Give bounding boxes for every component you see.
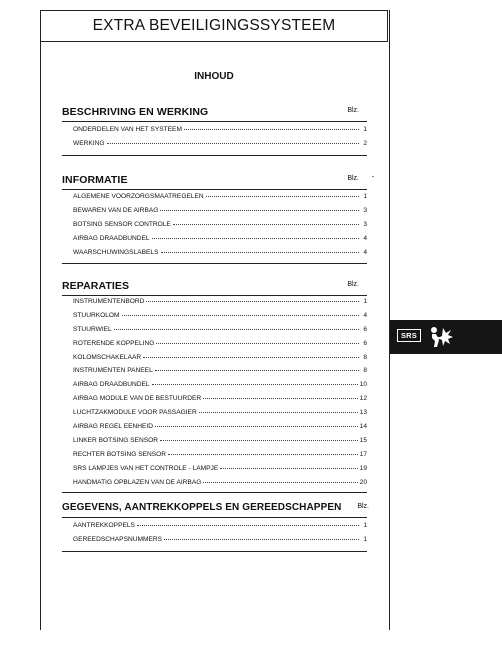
entry-page: 12 — [359, 395, 367, 403]
dot-leader — [184, 129, 359, 130]
entry-page: 14 — [359, 423, 367, 431]
airbag-icon — [426, 324, 454, 350]
toc-entry[interactable] — [73, 367, 367, 381]
entry-label: AIRBAG DRAADBUNDEL — [73, 234, 150, 242]
toc-entry[interactable] — [73, 207, 367, 221]
toc-entry[interactable] — [73, 126, 367, 140]
entry-page: 3 — [363, 220, 367, 228]
dot-leader — [155, 426, 358, 427]
toc-entry[interactable] — [73, 326, 367, 340]
entry-label: ALGEMENE VOORZORGSMAATREGELEN — [73, 193, 204, 200]
entry-page: 10 — [359, 381, 367, 389]
entry-page: 15 — [359, 436, 367, 444]
entry-label: ROTERENDE KOPPELING — [73, 339, 155, 347]
entry-page: 8 — [363, 353, 367, 361]
section-information — [62, 174, 367, 264]
section-header — [62, 280, 367, 294]
toc-entry[interactable] — [73, 479, 367, 493]
dot-leader — [155, 370, 359, 371]
toc-entry[interactable] — [73, 249, 367, 263]
section-rule — [62, 155, 367, 156]
section-title: GEGEVENS, AANTREKKOPPELS EN GEREEDSCHAPPEN — [62, 502, 342, 513]
entry-label: WAARSCHUWINGSLABELS — [73, 248, 159, 256]
toc-entry[interactable] — [73, 140, 367, 154]
dot-leader — [160, 210, 359, 211]
section-title: REPARATIES — [62, 280, 130, 292]
entry-label: INSTRUMENTEN PANEEL — [73, 367, 153, 375]
entry-label: AANTREKKOPPELS — [73, 522, 135, 529]
entry-label: ONDERDELEN VAN HET SYSTEEM — [73, 126, 182, 133]
entry-page: 1 — [363, 298, 367, 305]
dot-leader — [203, 482, 357, 483]
dot-leader — [160, 440, 358, 441]
entry-label: GEREEDSCHAPSNUMMERS — [73, 535, 163, 543]
entry-page: 1 — [363, 535, 367, 543]
entry-page: 1 — [363, 126, 367, 133]
entry-label: KOLOMSCHAKELAAR — [73, 353, 142, 361]
srs-badge: SRS — [397, 329, 421, 342]
toc-entry[interactable] — [73, 193, 367, 207]
entry-list — [62, 190, 367, 262]
entry-label: WERKING — [73, 139, 105, 147]
entry-page: 19 — [359, 464, 367, 472]
dot-leader — [161, 252, 360, 253]
toc-entry[interactable] — [73, 340, 367, 354]
entry-label: HANDMATIG OPBLAZEN VAN DE AIRBAG — [73, 478, 202, 486]
page-column-label: Blz. — [347, 175, 359, 182]
toc-entry[interactable] — [73, 312, 367, 326]
entry-label: STUURKOLOM — [73, 311, 120, 319]
entry-label: AIRBAG REGEL EENHEID — [73, 423, 154, 431]
dot-leader — [146, 301, 359, 302]
section-rule — [62, 263, 367, 264]
dot-leader — [199, 412, 358, 413]
dot-leader — [203, 398, 358, 399]
entry-label: RECHTER BOTSING SENSOR — [73, 450, 167, 458]
toc-entry[interactable] — [73, 522, 367, 536]
section-title: INFORMATIE — [62, 174, 128, 186]
dot-leader — [173, 224, 359, 225]
entry-page: 1 — [363, 193, 367, 200]
entry-page: 1 — [363, 522, 367, 529]
entry-label: STUURWIEL — [73, 325, 112, 333]
toc-entry[interactable] — [73, 221, 367, 235]
entry-page: 2 — [363, 139, 367, 147]
entry-label: AIRBAG MODULE VAN DE BESTUURDER — [73, 395, 202, 403]
page-column-label: Blz. — [347, 281, 359, 288]
entry-label: SRS LAMPJES VAN HET CONTROLE - LAMPJE — [73, 464, 219, 472]
title-box — [40, 10, 388, 42]
dot-leader — [206, 196, 359, 197]
entry-list — [62, 296, 367, 492]
srs-side-tab[interactable] — [390, 320, 502, 354]
toc-entry[interactable] — [73, 536, 367, 550]
toc-entry[interactable] — [73, 298, 367, 312]
section-title: BESCHRIVING EN WERKING — [62, 106, 209, 118]
toc-entry[interactable] — [73, 381, 367, 395]
section-data-tools — [62, 502, 367, 552]
toc-entry[interactable] — [73, 235, 367, 249]
section-description — [62, 106, 367, 156]
entry-label: INSTRUMENTENBORD — [73, 298, 145, 305]
entry-page: 6 — [363, 339, 367, 347]
entry-page: 17 — [359, 450, 367, 458]
document-title: EXTRA BEVEILIGINGSSYSTEEM — [92, 17, 336, 34]
entry-page: 13 — [359, 409, 367, 417]
entry-label: BEWAREN VAN DE AIRBAG — [73, 206, 159, 214]
toc-entry[interactable] — [73, 354, 367, 368]
dot-leader — [164, 539, 359, 540]
entry-label: BOTSING SENSOR CONTROLE — [73, 220, 171, 228]
entry-label: AIRBAG DRAADBUNDEL — [73, 381, 150, 389]
entry-page: 8 — [363, 367, 367, 375]
toc-entry[interactable] — [73, 437, 367, 451]
dot-leader — [220, 468, 357, 469]
entry-list — [62, 518, 367, 550]
section-rule — [62, 551, 367, 552]
toc-entry[interactable] — [73, 395, 367, 409]
toc-entry[interactable] — [73, 451, 367, 465]
entry-page: 20 — [359, 478, 367, 486]
entry-list — [62, 122, 367, 154]
entry-label: LINKER BOTSING SENSOR — [73, 436, 159, 444]
section-rule — [62, 492, 367, 493]
entry-page: 3 — [363, 206, 367, 214]
entry-page: 4 — [363, 234, 367, 242]
dot-leader — [152, 384, 358, 385]
entry-page: 4 — [363, 311, 367, 319]
dot-leader — [156, 343, 359, 344]
toc-entry[interactable] — [73, 465, 367, 479]
page-column-label: Blz. — [357, 503, 369, 510]
page-column-label: Blz. — [347, 107, 359, 114]
dot-leader — [107, 143, 359, 144]
entry-page: 6 — [363, 325, 367, 333]
toc-entry[interactable] — [73, 409, 367, 423]
entry-label: LUCHTZAKMODULE VOOR PASSAGIER — [73, 409, 197, 417]
entry-page: 4 — [363, 248, 367, 256]
section-header — [62, 106, 367, 120]
dot-leader — [152, 238, 359, 239]
section-repairs — [62, 280, 367, 493]
stray-mark — [372, 176, 374, 177]
dot-leader — [143, 357, 359, 358]
section-header — [62, 174, 367, 188]
toc-entry[interactable] — [73, 423, 367, 437]
section-header — [62, 502, 367, 516]
dot-leader — [114, 329, 359, 330]
dot-leader — [137, 525, 359, 526]
dot-leader — [168, 454, 358, 455]
dot-leader — [122, 315, 359, 316]
contents-heading: INHOUD — [194, 71, 234, 82]
